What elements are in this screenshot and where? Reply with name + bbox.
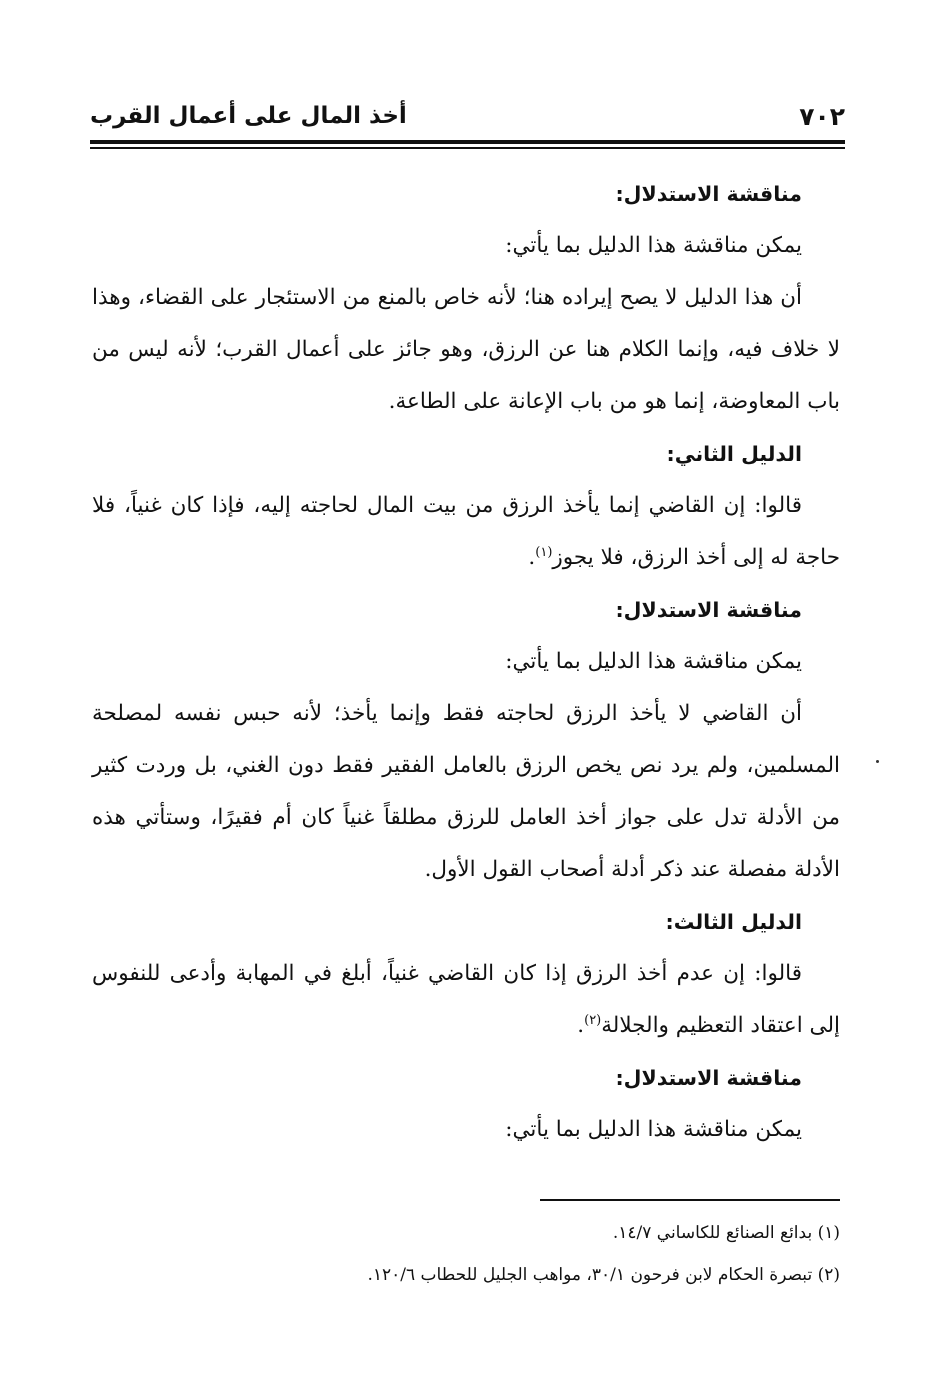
- paragraph-intro-1: يمكن مناقشة هذا الدليل بما يأتي:: [505, 233, 802, 258]
- paragraph-third-evidence-end: .: [577, 1013, 585, 1038]
- paragraph-response-2: أن القاضي لا يأخذ الرزق لحاجته فقط وإنما يأخذ؛ لأنه حبس نفسه لمصلحة المسلمين، ولم يرد نص يخص الرزق بالعامل الفقير فقط دون الغني، بل وردت كثير من الأدلة تدل على جواز أخذ العامل للرزق مطلقاً غنياً كان أم فقيرًا، وستأتي هذه الأدلة مفصلة عند ذكر أدلة أصحاب القول الأول.: [92, 701, 840, 882]
- paragraph-third-evidence-text: قالوا: إن عدم أخذ الرزق إذا كان القاضي غنياً، أبلغ في المهابة وأدعى للنفوس إلى اعتقاد التعظيم والجلالة: [92, 961, 840, 1038]
- paragraph-second-evidence: [92, 480, 840, 584]
- main-text: [92, 168, 840, 1156]
- scan-speck: [876, 760, 879, 763]
- paragraph-second-evidence-end: .: [528, 545, 536, 570]
- paragraph-third-evidence: [92, 948, 840, 1052]
- header-rule-thin: [90, 147, 845, 149]
- footnote-1: (١) بدائع الصنائع للكاساني ١٤/٧.: [612, 1223, 840, 1243]
- page-number: ٧٠٢: [799, 101, 845, 131]
- footnote-ref-2[interactable]: (٢): [584, 1012, 602, 1028]
- paragraph-intro-2: يمكن مناقشة هذا الدليل بما يأتي:: [505, 649, 802, 674]
- section-heading-discussion-2: مناقشة الاستدلال:: [615, 598, 802, 622]
- running-title: أخذ المال على أعمال القرب: [90, 103, 407, 129]
- paragraph-response-1: أن هذا الدليل لا يصح إيراده هنا؛ لأنه خاص بالمنع من الاستئجار على القضاء، وهذا لا خلاف فيه، وإنما الكلام هنا عن الرزق، وهو جائز على أعمال القرب؛ لأنه ليس من باب المعاوضة، إنما هو من باب الإعانة على الطاعة.: [92, 285, 840, 414]
- section-heading-third-evidence: الدليل الثالث:: [665, 910, 802, 934]
- footnotes: [92, 1212, 840, 1296]
- section-heading-second-evidence: الدليل الثاني:: [666, 442, 802, 466]
- header-rule-thick: [90, 140, 845, 144]
- footnote-ref-1[interactable]: (١): [535, 544, 553, 560]
- section-heading-discussion-1: مناقشة الاستدلال:: [615, 182, 802, 206]
- paragraph-second-evidence-text: قالوا: إن القاضي إنما يأخذ الرزق من بيت المال لحاجته إليه، فإذا كان غنياً، فلا حاجة له إلى أخذ الرزق، فلا يجوز: [92, 493, 840, 570]
- page-header: [90, 96, 845, 136]
- footnote-separator: [540, 1199, 840, 1201]
- section-heading-discussion-3: مناقشة الاستدلال:: [615, 1066, 802, 1090]
- paragraph-intro-3: يمكن مناقشة هذا الدليل بما يأتي:: [505, 1117, 802, 1142]
- footnote-2: (٢) تبصرة الحكام لابن فرحون ٣٠/١، مواهب الجليل للحطاب ١٢٠/٦.: [367, 1265, 840, 1285]
